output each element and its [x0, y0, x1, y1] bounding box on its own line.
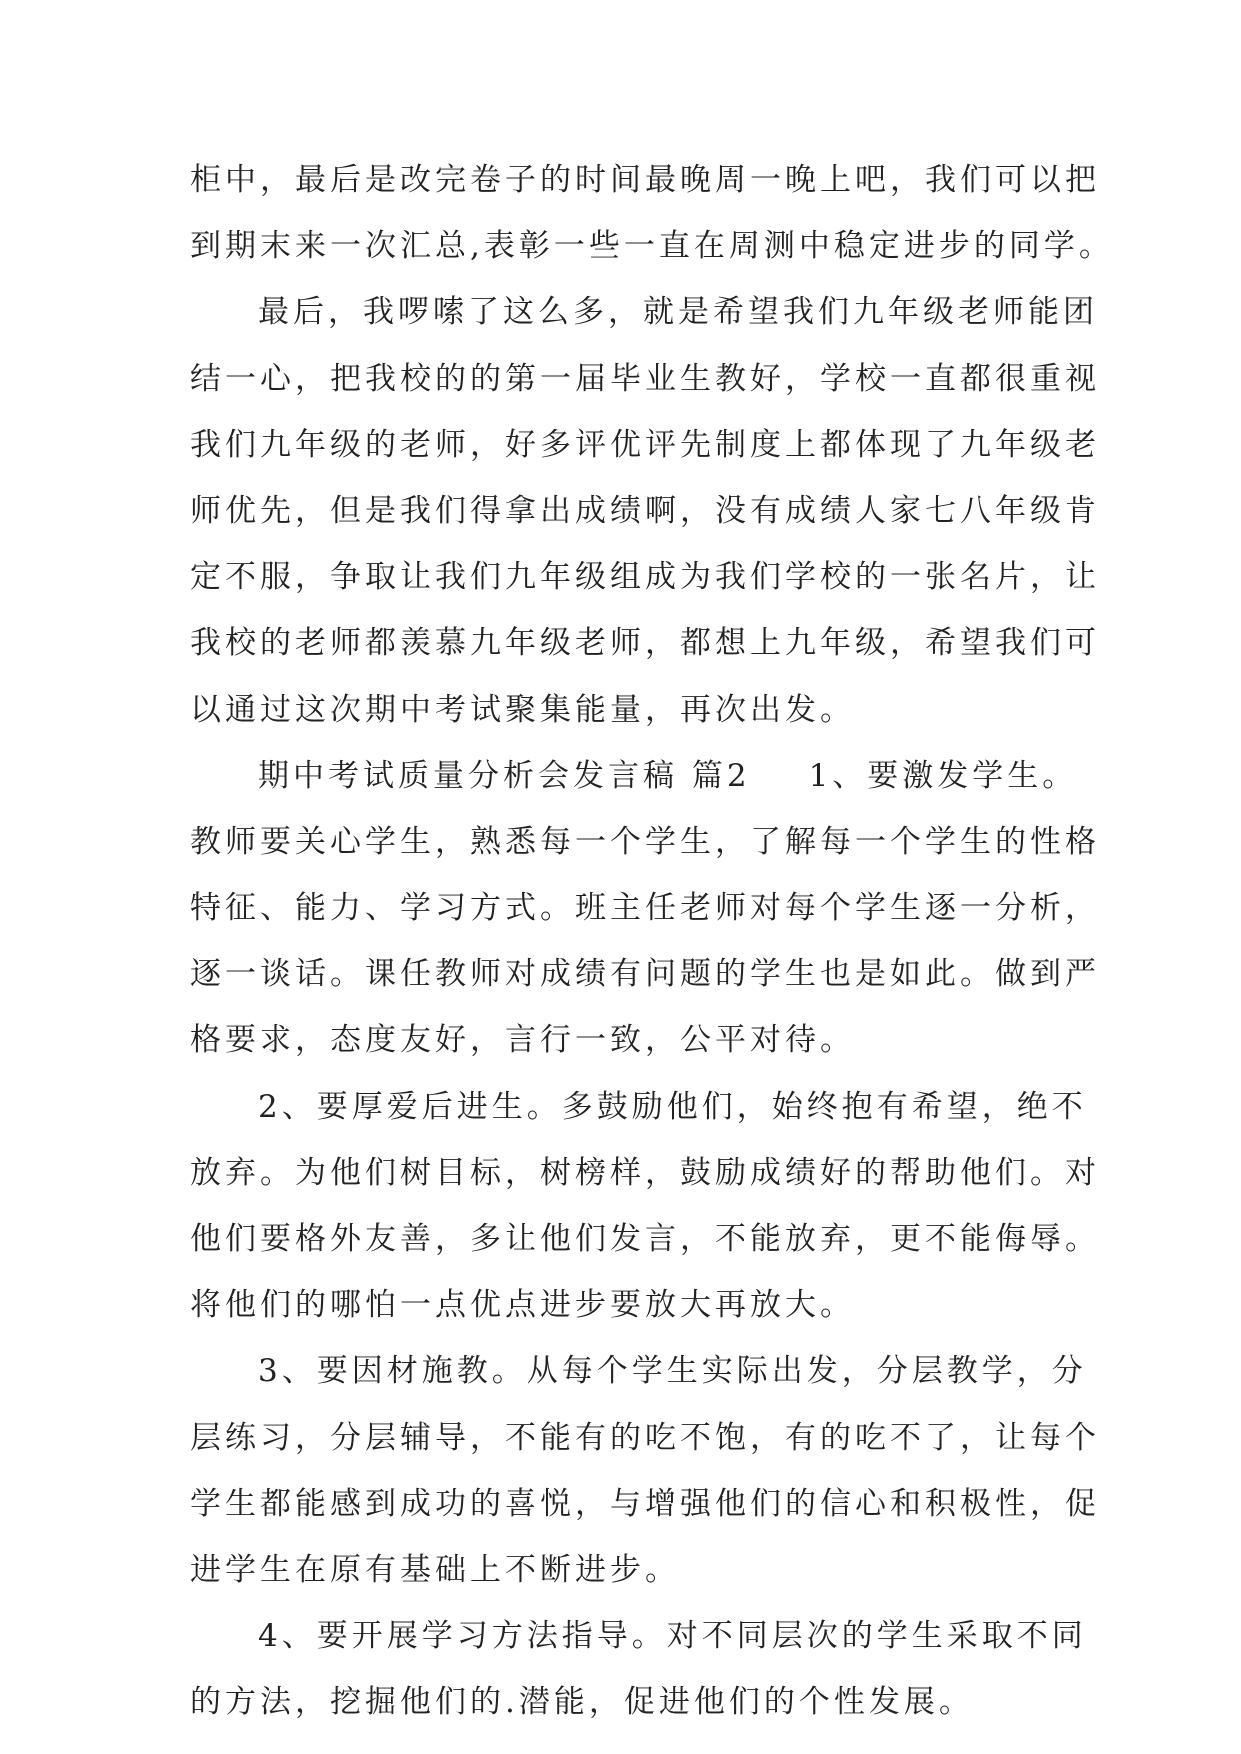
text-line: 学生都能感到成功的喜悦，与增强他们的信心和积极性，促 — [190, 1485, 1100, 1522]
text-line: 逐一谈话。课任教师对成绩有问题的学生也是如此。做到严 — [190, 956, 1100, 993]
text-line: 教师要关心学生，熟悉每一个学生，了解每一个学生的性格 — [190, 823, 1100, 860]
text-line: 的方法，挖掘他们的.潜能，促进他们的个性发展。 — [190, 1684, 974, 1721]
text-line: 4、要开展学习方法指导。对不同层次的学生采取不同 — [258, 1618, 1087, 1655]
paragraph — [190, 1351, 1100, 1616]
text-line: 进学生在原有基础上不断进步。 — [190, 1551, 680, 1588]
document-body — [190, 160, 1114, 1749]
text-line — [190, 756, 1078, 822]
paragraph — [190, 1087, 1100, 1352]
paragraph — [190, 756, 1100, 1087]
text-line: 到期末来一次汇总,表彰一些一直在周测中稳定进步的同学。 — [190, 228, 1114, 265]
text-line: 结一心，把我校的的第一届毕业生教好，学校一直都很重视 — [190, 360, 1100, 397]
text-line: 柜中，最后是改完卷子的时间最晚周一晚上吧，我们可以把 — [190, 162, 1100, 198]
text-line: 格要求，态度友好，言行一致，公平对待。 — [190, 1022, 855, 1059]
text-line: 我校的老师都羡慕九年级老师，都想上九年级，希望我们可 — [190, 625, 1100, 662]
text-line: 将他们的哪怕一点优点进步要放大再放大。 — [190, 1287, 855, 1324]
text-line: 定不服，争取让我们九年级组成为我们学校的一张名片，让 — [190, 559, 1100, 596]
text-line: 特征、能力、学习方式。班主任老师对每个学生逐一分析， — [190, 890, 1100, 927]
text-line: 2、要厚爱后进生。多鼓励他们，始终抱有希望，绝不 — [258, 1088, 1087, 1125]
text-line: 最后，我啰嗦了这么多，就是希望我们九年级老师能团 — [258, 294, 1098, 331]
text-line: 层练习，分层辅导，不能有的吃不饱，有的吃不了，让每个 — [190, 1419, 1100, 1456]
text-line: 他们要格外友善，多让他们发言，不能放弃，更不能侮辱。 — [190, 1221, 1100, 1257]
text-line: 师优先，但是我们得拿出成绩啊，没有成绩人家七八年级肯 — [190, 492, 1100, 529]
paragraph — [190, 160, 1114, 292]
point-title: 1、要激发学生。 — [808, 757, 1078, 794]
paragraph — [190, 292, 1100, 755]
section-heading: 期中考试质量分析会发言稿 篇2 — [258, 757, 751, 794]
text-line: 放弃。为他们树目标，树榜样，鼓励成绩好的帮助他们。对 — [190, 1154, 1100, 1191]
text-line: 3、要因材施教。从每个学生实际出发，分层教学，分 — [258, 1353, 1087, 1390]
paragraph — [190, 1616, 1087, 1748]
text-line: 以通过这次期中考试聚集能量，再次出发。 — [190, 691, 855, 728]
text-line: 我们九年级的老师，好多评优评先制度上都体现了九年级老 — [190, 426, 1100, 463]
